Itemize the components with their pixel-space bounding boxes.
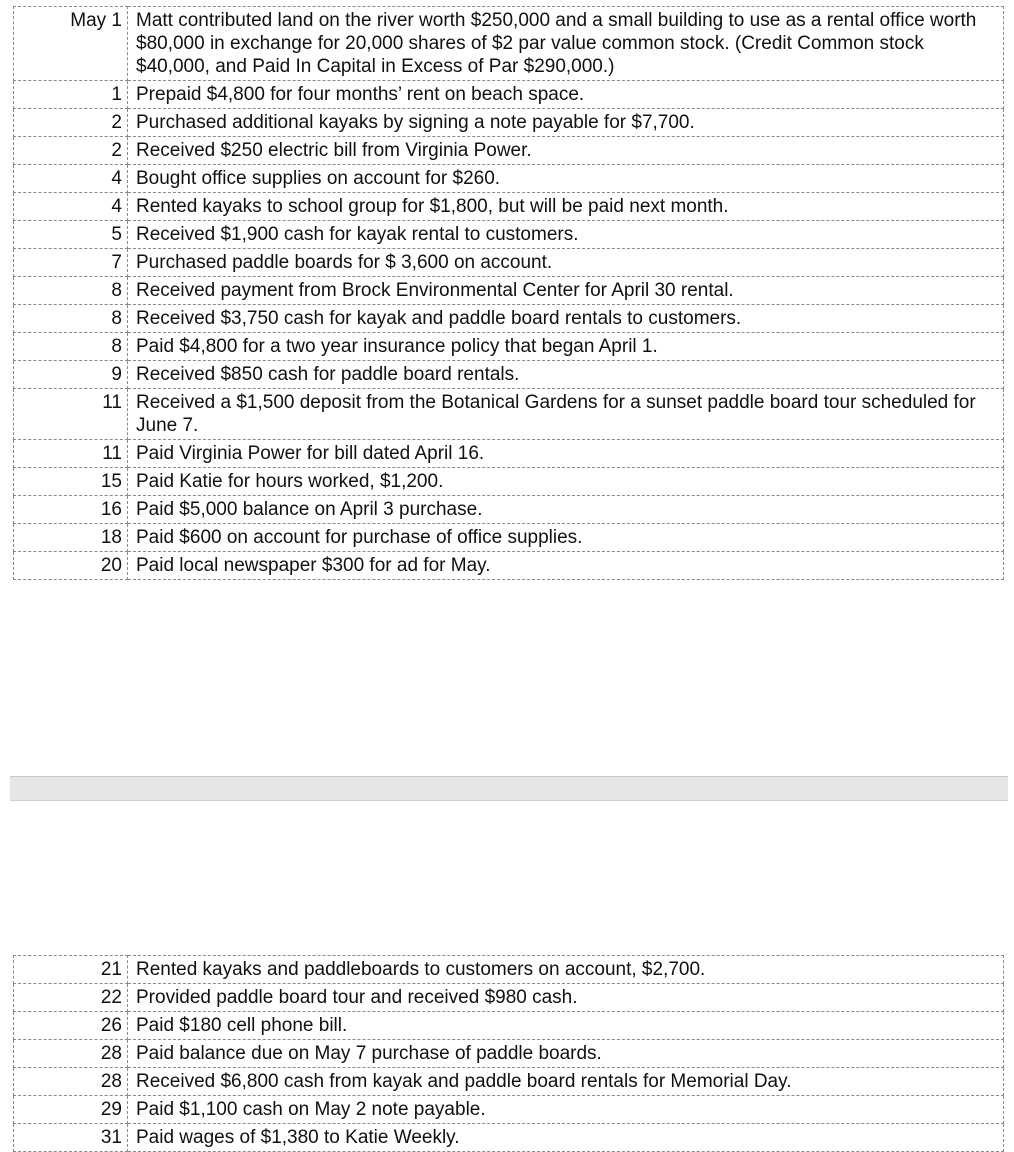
description-cell: Paid $5,000 balance on April 3 purchase.: [128, 496, 1004, 524]
description-cell: Received $1,900 cash for kayak rental to customers.: [128, 221, 1004, 249]
date-cell: 11: [14, 389, 128, 440]
date-cell: 28: [14, 1040, 128, 1068]
description-cell: Received a $1,500 deposit from the Botanical Gardens for a sunset paddle board tour scheduled for June 7.: [128, 389, 1004, 440]
date-cell: 8: [14, 333, 128, 361]
table-row: [14, 109, 1004, 137]
table-row: [14, 496, 1004, 524]
date-cell: 28: [14, 1068, 128, 1096]
date-cell: 15: [14, 468, 128, 496]
description-cell: Provided paddle board tour and received $980 cash.: [128, 984, 1004, 1012]
description-cell: Purchased paddle boards for $ 3,600 on account.: [128, 249, 1004, 277]
description-cell: Paid $1,100 cash on May 2 note payable.: [128, 1096, 1004, 1124]
section-divider: [10, 776, 1008, 801]
date-cell: 2: [14, 109, 128, 137]
description-cell: Received $3,750 cash for kayak and paddle board rentals to customers.: [128, 305, 1004, 333]
description-cell: Paid Katie for hours worked, $1,200.: [128, 468, 1004, 496]
table-row: [14, 277, 1004, 305]
table-row: [14, 81, 1004, 109]
table-row: [14, 1124, 1004, 1152]
table-row: [14, 1040, 1004, 1068]
description-cell: Purchased additional kayaks by signing a note payable for $7,700.: [128, 109, 1004, 137]
description-cell: Received payment from Brock Environmental Center for April 30 rental.: [128, 277, 1004, 305]
table-row: [14, 137, 1004, 165]
transactions-table-top: [13, 6, 1004, 580]
description-cell: Paid $4,800 for a two year insurance policy that began April 1.: [128, 333, 1004, 361]
date-cell: 21: [14, 956, 128, 984]
description-cell: Paid wages of $1,380 to Katie Weekly.: [128, 1124, 1004, 1152]
table-row: [14, 193, 1004, 221]
date-cell: 29: [14, 1096, 128, 1124]
table-row: [14, 984, 1004, 1012]
description-cell: Matt contributed land on the river worth $250,000 and a small building to use as a rental office worth $80,000 in exchange for 20,000 shares of $2 par value common stock. (Credit Common stock $40,000, and Paid In Capital in Excess of Par $290,000.): [128, 7, 1004, 81]
date-cell: 20: [14, 552, 128, 580]
date-cell: 4: [14, 165, 128, 193]
date-cell: 5: [14, 221, 128, 249]
table-row: [14, 956, 1004, 984]
description-cell: Paid local newspaper $300 for ad for May.: [128, 552, 1004, 580]
date-cell: 31: [14, 1124, 128, 1152]
date-cell: 18: [14, 524, 128, 552]
description-cell: Paid Virginia Power for bill dated April 16.: [128, 440, 1004, 468]
table-row: [14, 524, 1004, 552]
date-cell: 9: [14, 361, 128, 389]
date-cell: 1: [14, 81, 128, 109]
table-row: [14, 7, 1004, 81]
description-cell: Received $850 cash for paddle board rentals.: [128, 361, 1004, 389]
date-cell: 16: [14, 496, 128, 524]
table-row: [14, 1012, 1004, 1040]
table-row: [14, 1068, 1004, 1096]
date-cell: 11: [14, 440, 128, 468]
transactions-table-bottom: [13, 955, 1004, 1152]
date-cell: 8: [14, 305, 128, 333]
date-cell: May 1: [14, 7, 128, 81]
table-row: [14, 468, 1004, 496]
table-row: [14, 165, 1004, 193]
date-cell: 7: [14, 249, 128, 277]
description-cell: Paid $180 cell phone bill.: [128, 1012, 1004, 1040]
table-row: [14, 305, 1004, 333]
table-row: [14, 333, 1004, 361]
table-row: [14, 440, 1004, 468]
table-row: [14, 221, 1004, 249]
date-cell: 2: [14, 137, 128, 165]
date-cell: 4: [14, 193, 128, 221]
table-row: [14, 1096, 1004, 1124]
table-row: [14, 249, 1004, 277]
date-cell: 8: [14, 277, 128, 305]
table-row: [14, 389, 1004, 440]
date-cell: 22: [14, 984, 128, 1012]
description-cell: Paid $600 on account for purchase of office supplies.: [128, 524, 1004, 552]
description-cell: Received $6,800 cash from kayak and paddle board rentals for Memorial Day.: [128, 1068, 1004, 1096]
table-row: [14, 552, 1004, 580]
table-row: [14, 361, 1004, 389]
description-cell: Received $250 electric bill from Virginia Power.: [128, 137, 1004, 165]
description-cell: Bought office supplies on account for $260.: [128, 165, 1004, 193]
description-cell: Rented kayaks and paddleboards to customers on account, $2,700.: [128, 956, 1004, 984]
description-cell: Paid balance due on May 7 purchase of paddle boards.: [128, 1040, 1004, 1068]
description-cell: Rented kayaks to school group for $1,800, but will be paid next month.: [128, 193, 1004, 221]
date-cell: 26: [14, 1012, 128, 1040]
description-cell: Prepaid $4,800 for four months’ rent on beach space.: [128, 81, 1004, 109]
